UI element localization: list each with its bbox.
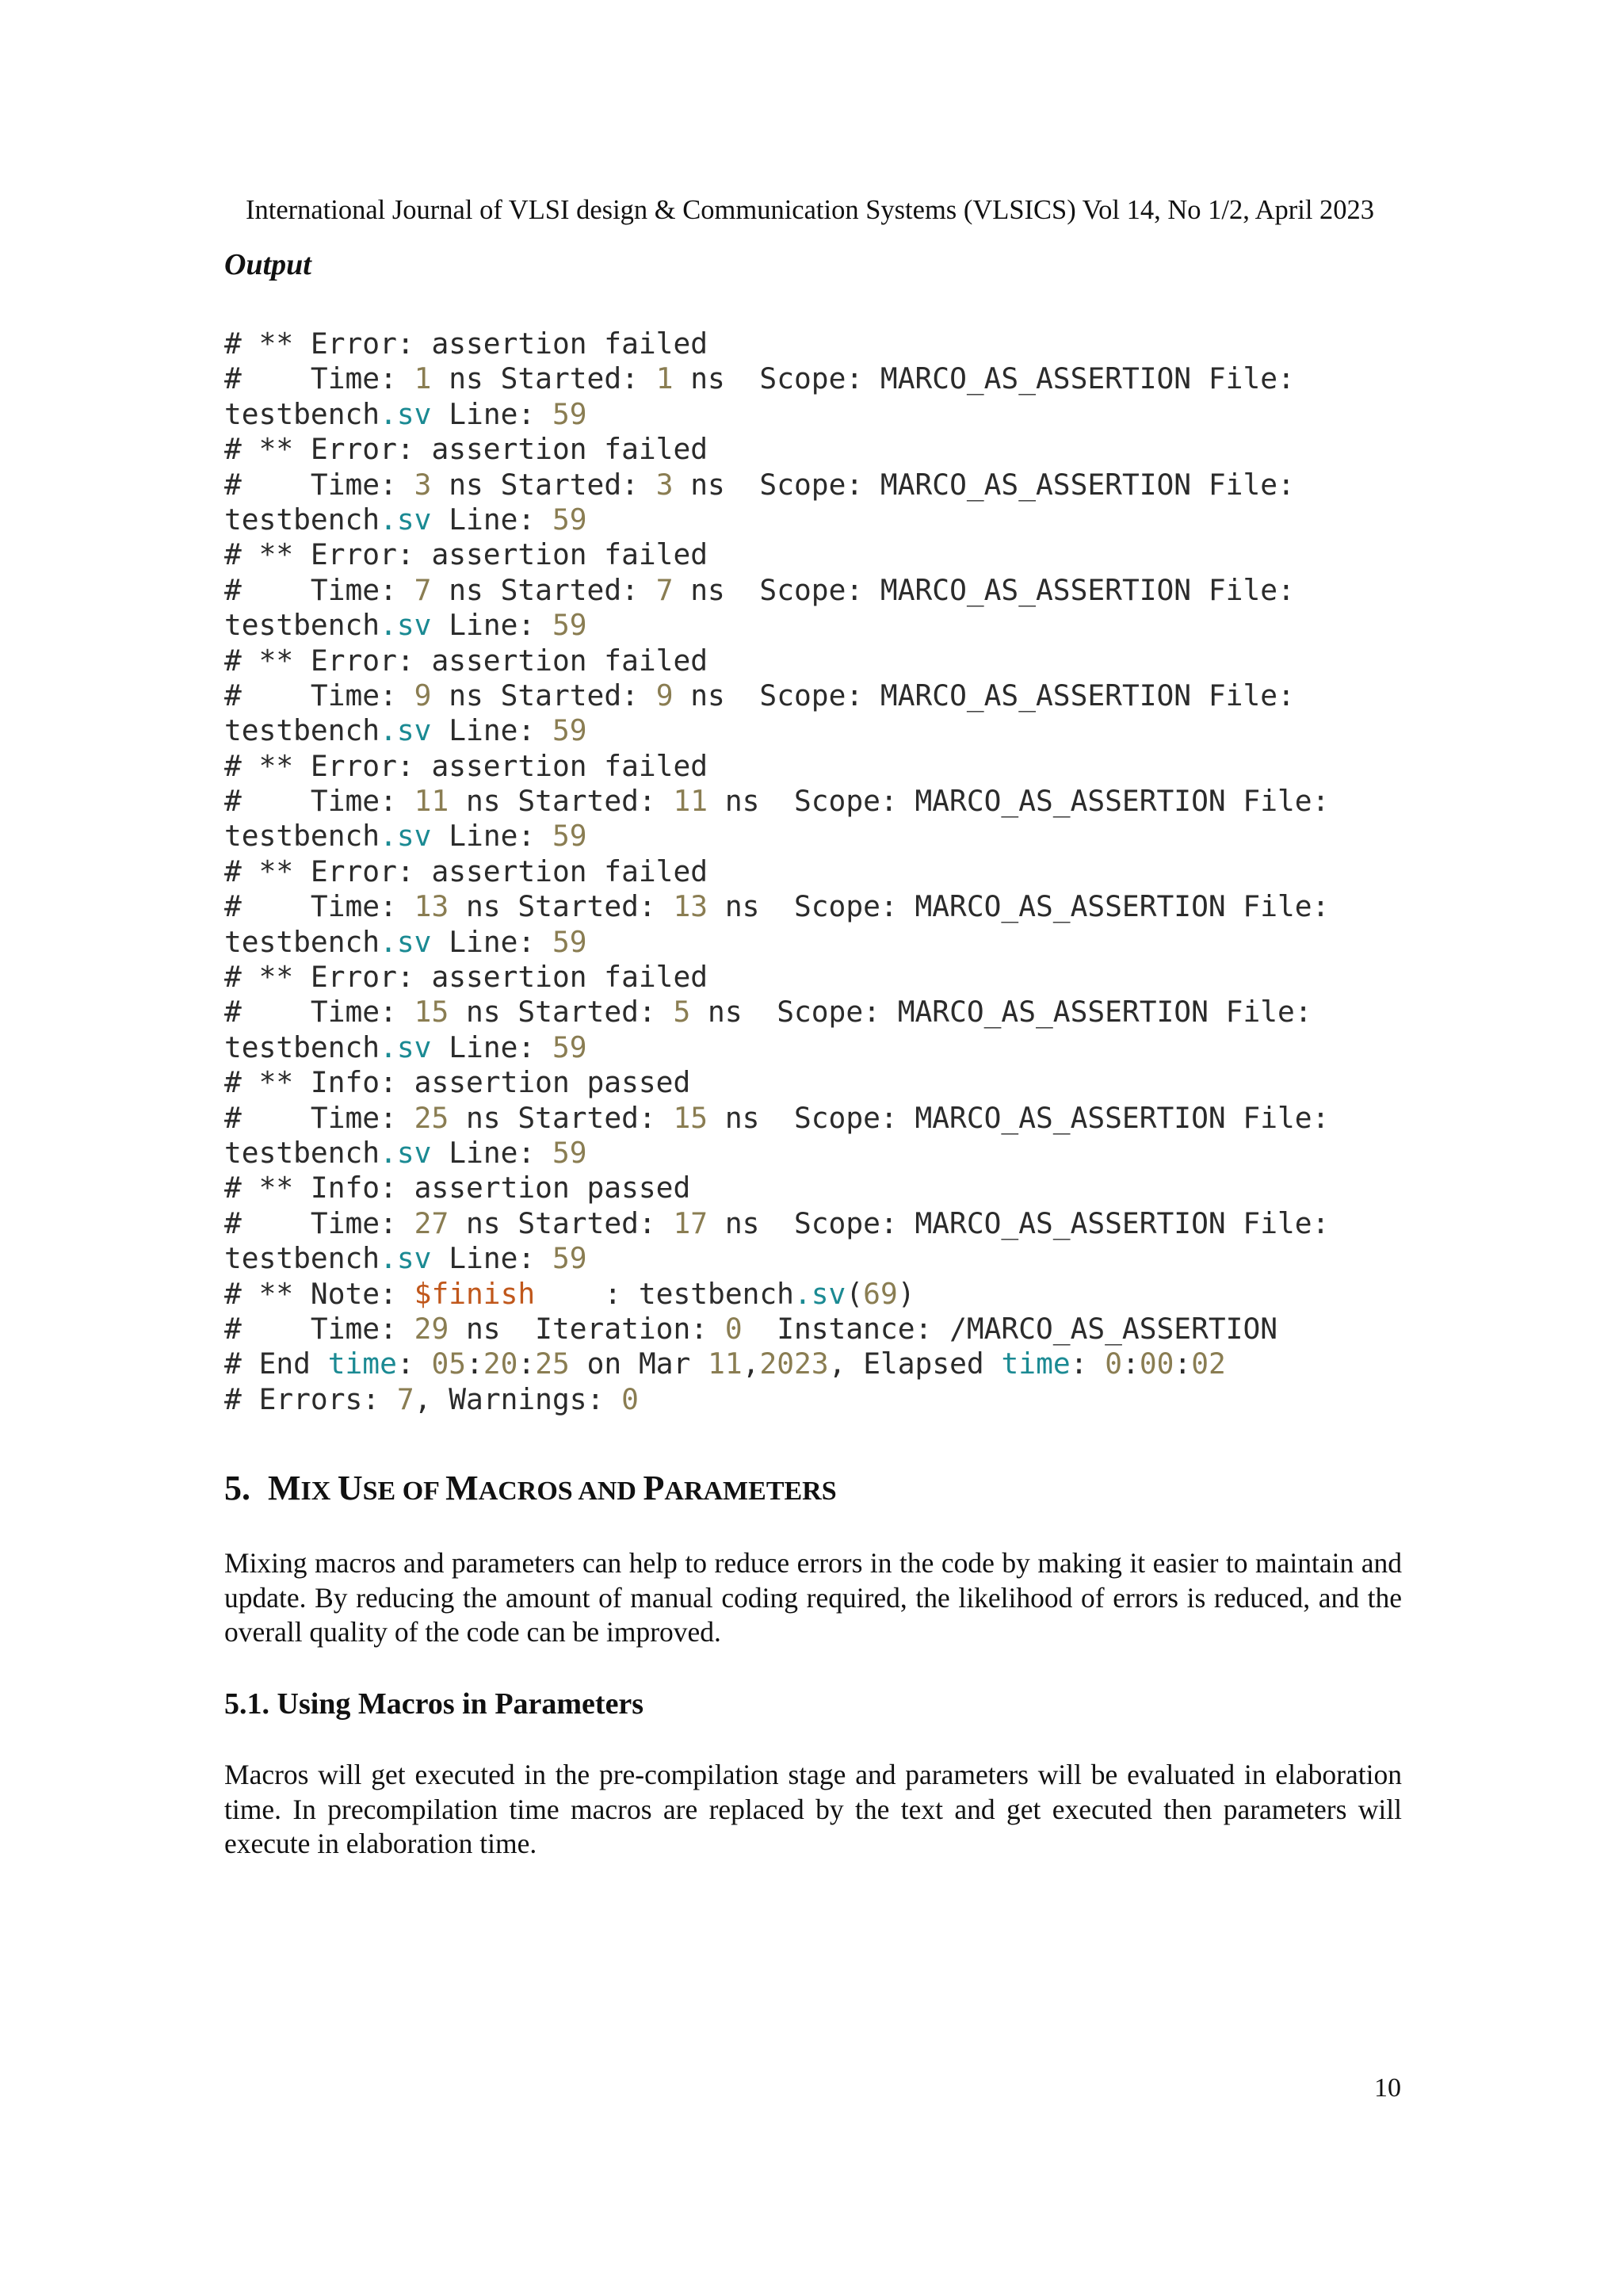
log-token: 9 xyxy=(414,678,432,712)
log-line xyxy=(224,537,1329,572)
log-token: 3 xyxy=(655,467,674,502)
log-token: 0 xyxy=(621,1381,639,1416)
log-line xyxy=(224,1277,1329,1312)
simulation-output-log xyxy=(224,327,1329,1417)
log-token: 25 xyxy=(414,1100,449,1135)
log-token: 1 xyxy=(655,361,674,396)
log-token: # Time: xyxy=(224,889,414,924)
log-token: : xyxy=(1070,1347,1106,1381)
log-token: ns Scope: MARCO_AS_ASSERTION File: xyxy=(708,1100,1330,1135)
log-line xyxy=(224,713,1329,748)
log-token: ns Scope: MARCO_AS_ASSERTION File: xyxy=(673,467,1295,502)
log-token: 02 xyxy=(1191,1347,1226,1381)
log-line xyxy=(224,678,1329,713)
log-token: Line: xyxy=(431,396,552,431)
log-token: Line: xyxy=(431,502,552,537)
log-line xyxy=(224,644,1329,678)
log-token: .sv xyxy=(380,819,432,854)
subsection-heading: 5.1. Using Macros in Parameters xyxy=(224,1687,644,1721)
log-token: testbench xyxy=(224,924,380,959)
log-token: 59 xyxy=(552,608,587,643)
section-number: 5. xyxy=(224,1469,250,1507)
log-token: # ** Error: assertion failed xyxy=(224,748,708,783)
log-token: .sv xyxy=(380,1241,432,1276)
log-token: 59 xyxy=(552,502,587,537)
log-line xyxy=(224,1171,1329,1205)
log-token: Instance: /MARCO_AS_ASSERTION xyxy=(742,1311,1278,1346)
log-token: : xyxy=(466,1347,483,1381)
log-token: # Time: xyxy=(224,361,414,396)
log-token: # Time: xyxy=(224,1205,414,1240)
log-token: Line: xyxy=(431,924,552,959)
log-token: ns Scope: MARCO_AS_ASSERTION File: xyxy=(708,784,1330,819)
log-token: 15 xyxy=(673,1100,708,1135)
log-token: 20 xyxy=(483,1347,518,1381)
running-header: International Journal of VLSI design & Communication Systems (VLSICS) Vol 14, No 1/2, April 2023 xyxy=(246,195,1375,225)
page-number: 10 xyxy=(1374,2073,1401,2103)
log-token: ns Started: xyxy=(449,889,674,924)
log-token: time xyxy=(1001,1347,1071,1381)
log-line xyxy=(224,361,1329,396)
log-line xyxy=(224,1101,1329,1136)
section-heading xyxy=(224,1468,837,1508)
log-line xyxy=(224,819,1329,854)
section-title-part: ACROS AND xyxy=(478,1477,643,1506)
log-token: # ** Error: assertion failed xyxy=(224,537,708,572)
log-token: ns Started: xyxy=(431,572,656,607)
log-token: .sv xyxy=(380,713,432,748)
log-token: # ** Note: xyxy=(224,1276,414,1311)
log-line xyxy=(224,502,1329,537)
log-line xyxy=(224,784,1329,819)
log-token: Line: xyxy=(431,713,552,748)
log-token: Line: xyxy=(431,608,552,643)
log-token: : xyxy=(517,1347,536,1381)
log-token: 59 xyxy=(552,1241,587,1276)
log-token: 27 xyxy=(414,1205,449,1240)
log-token: 1 xyxy=(414,361,432,396)
log-token: , Elapsed xyxy=(828,1347,1002,1381)
section-paragraph: Mixing macros and parameters can help to reduce errors in the code by making it easier to maintain and update. By reducing the amount of manual coding required, the likelihood of errors is reduced, and the overall quality of the code can be improved. xyxy=(224,1547,1402,1648)
log-token: : testbench xyxy=(535,1276,794,1311)
log-token: .sv xyxy=(380,608,432,643)
log-token: 0 xyxy=(1105,1347,1123,1381)
log-line xyxy=(224,1206,1329,1241)
log-token: 7 xyxy=(414,572,432,607)
log-token: 59 xyxy=(552,1135,587,1170)
log-token: 59 xyxy=(552,819,587,854)
log-token: 69 xyxy=(863,1276,898,1311)
log-token: # ** Error: assertion failed xyxy=(224,432,708,467)
log-token: # ** Error: assertion failed xyxy=(224,960,708,995)
log-token: ns Scope: MARCO_AS_ASSERTION File: xyxy=(690,995,1312,1030)
log-line xyxy=(224,1030,1329,1065)
log-line xyxy=(224,327,1329,361)
log-line xyxy=(224,854,1329,889)
log-token: 11 xyxy=(673,784,708,819)
log-token: $finish xyxy=(414,1276,536,1311)
log-line xyxy=(224,573,1329,608)
log-token: .sv xyxy=(793,1276,846,1311)
log-token: ns Started: xyxy=(449,784,674,819)
log-token: # Errors: xyxy=(224,1381,397,1416)
log-token: 25 xyxy=(535,1347,570,1381)
log-token: ns Scope: MARCO_AS_ASSERTION File: xyxy=(708,1205,1330,1240)
log-token: testbench xyxy=(224,1135,380,1170)
log-token: # Time: xyxy=(224,1311,414,1346)
log-token: # Time: xyxy=(224,467,414,502)
log-token: # Time: xyxy=(224,678,414,712)
log-token: 15 xyxy=(414,995,449,1030)
log-token: .sv xyxy=(380,1030,432,1064)
log-token: 13 xyxy=(414,889,449,924)
log-line xyxy=(224,889,1329,924)
log-token: # Time: xyxy=(224,995,414,1030)
log-token: # ** Error: assertion failed xyxy=(224,327,708,361)
log-token: ns Iteration: xyxy=(449,1311,725,1346)
log-token: .sv xyxy=(380,396,432,431)
subsection-paragraph: Macros will get executed in the pre-compilation stage and parameters will be evaluated in elaboration time. In precompilation time macros are replaced by the text and get executed then parameters will execute in elaboration time. xyxy=(224,1759,1402,1859)
log-token: ns Started: xyxy=(431,467,656,502)
log-token: .sv xyxy=(380,502,432,537)
log-token: 17 xyxy=(673,1205,708,1240)
log-token: 59 xyxy=(552,1030,587,1064)
log-line xyxy=(224,1136,1329,1171)
log-token: # Time: xyxy=(224,1100,414,1135)
log-token: 00 xyxy=(1139,1347,1174,1381)
log-token: 3 xyxy=(414,467,432,502)
log-token: 59 xyxy=(552,396,587,431)
log-line xyxy=(224,1241,1329,1276)
log-token: 7 xyxy=(655,572,674,607)
log-token: ns Started: xyxy=(449,1100,674,1135)
section-title xyxy=(268,1469,837,1507)
section-title-part: IX xyxy=(300,1477,338,1506)
log-token: # Time: xyxy=(224,784,414,819)
log-token: 05 xyxy=(431,1347,467,1381)
log-token: 13 xyxy=(673,889,708,924)
log-token: : xyxy=(1122,1347,1140,1381)
log-line xyxy=(224,1312,1329,1347)
log-line xyxy=(224,1382,1329,1417)
log-token: 59 xyxy=(552,713,587,748)
log-token: ns Scope: MARCO_AS_ASSERTION File: xyxy=(673,678,1295,712)
log-token: .sv xyxy=(380,924,432,959)
log-token: ns Scope: MARCO_AS_ASSERTION File: xyxy=(673,361,1295,396)
log-token: Line: xyxy=(431,819,552,854)
log-token: ( xyxy=(846,1276,864,1311)
log-token: ns Started: xyxy=(449,995,674,1030)
section-title-part: SE OF xyxy=(362,1477,446,1506)
log-token: ns Started: xyxy=(431,361,656,396)
log-token: 11 xyxy=(414,784,449,819)
log-token: 2023 xyxy=(759,1347,829,1381)
log-line xyxy=(224,397,1329,432)
log-line xyxy=(224,749,1329,784)
log-token: , Warnings: xyxy=(414,1381,622,1416)
section-title-part: M xyxy=(268,1469,301,1507)
section-title-part: ARAMETERS xyxy=(664,1477,837,1506)
log-token: ) xyxy=(897,1276,915,1311)
log-token: testbench xyxy=(224,502,380,537)
log-token: 11 xyxy=(708,1347,743,1381)
log-token: testbench xyxy=(224,396,380,431)
log-token: , xyxy=(742,1347,760,1381)
log-token: # ** Error: assertion failed xyxy=(224,854,708,888)
log-token: 5 xyxy=(673,995,691,1030)
log-token: Line: xyxy=(431,1030,552,1064)
log-token: # ** Error: assertion failed xyxy=(224,643,708,678)
section-title-part: M xyxy=(445,1469,479,1507)
log-line xyxy=(224,468,1329,502)
log-token: 7 xyxy=(396,1381,414,1416)
log-token: 59 xyxy=(552,924,587,959)
log-token: on Mar xyxy=(569,1347,708,1381)
log-token: testbench xyxy=(224,608,380,643)
log-line xyxy=(224,1065,1329,1100)
log-token: testbench xyxy=(224,1030,380,1064)
log-token: 9 xyxy=(655,678,674,712)
log-line xyxy=(224,608,1329,643)
log-token: # ** Info: assertion passed xyxy=(224,1171,691,1205)
log-token: testbench xyxy=(224,1241,380,1276)
section-title-part: U xyxy=(337,1469,363,1507)
log-token: ns Scope: MARCO_AS_ASSERTION File: xyxy=(673,572,1295,607)
log-line xyxy=(224,960,1329,995)
log-token: : xyxy=(396,1347,432,1381)
log-line xyxy=(224,1347,1329,1381)
log-token: 29 xyxy=(414,1311,449,1346)
log-token: ns Scope: MARCO_AS_ASSERTION File: xyxy=(708,889,1330,924)
log-token: : xyxy=(1174,1347,1192,1381)
log-token: ns Started: xyxy=(431,678,656,712)
log-token: # ** Info: assertion passed xyxy=(224,1065,691,1100)
log-token: # End xyxy=(224,1347,328,1381)
log-token: testbench xyxy=(224,713,380,748)
log-token: time xyxy=(327,1347,397,1381)
log-token: testbench xyxy=(224,819,380,854)
log-line xyxy=(224,925,1329,960)
log-token: Line: xyxy=(431,1241,552,1276)
log-line xyxy=(224,995,1329,1030)
log-token: ns Started: xyxy=(449,1205,674,1240)
log-token: Line: xyxy=(431,1135,552,1170)
log-token: .sv xyxy=(380,1135,432,1170)
log-token: 0 xyxy=(724,1311,743,1346)
section-title-part: P xyxy=(643,1469,665,1507)
log-line xyxy=(224,432,1329,467)
log-token: # Time: xyxy=(224,572,414,607)
output-label: Output xyxy=(224,248,311,281)
